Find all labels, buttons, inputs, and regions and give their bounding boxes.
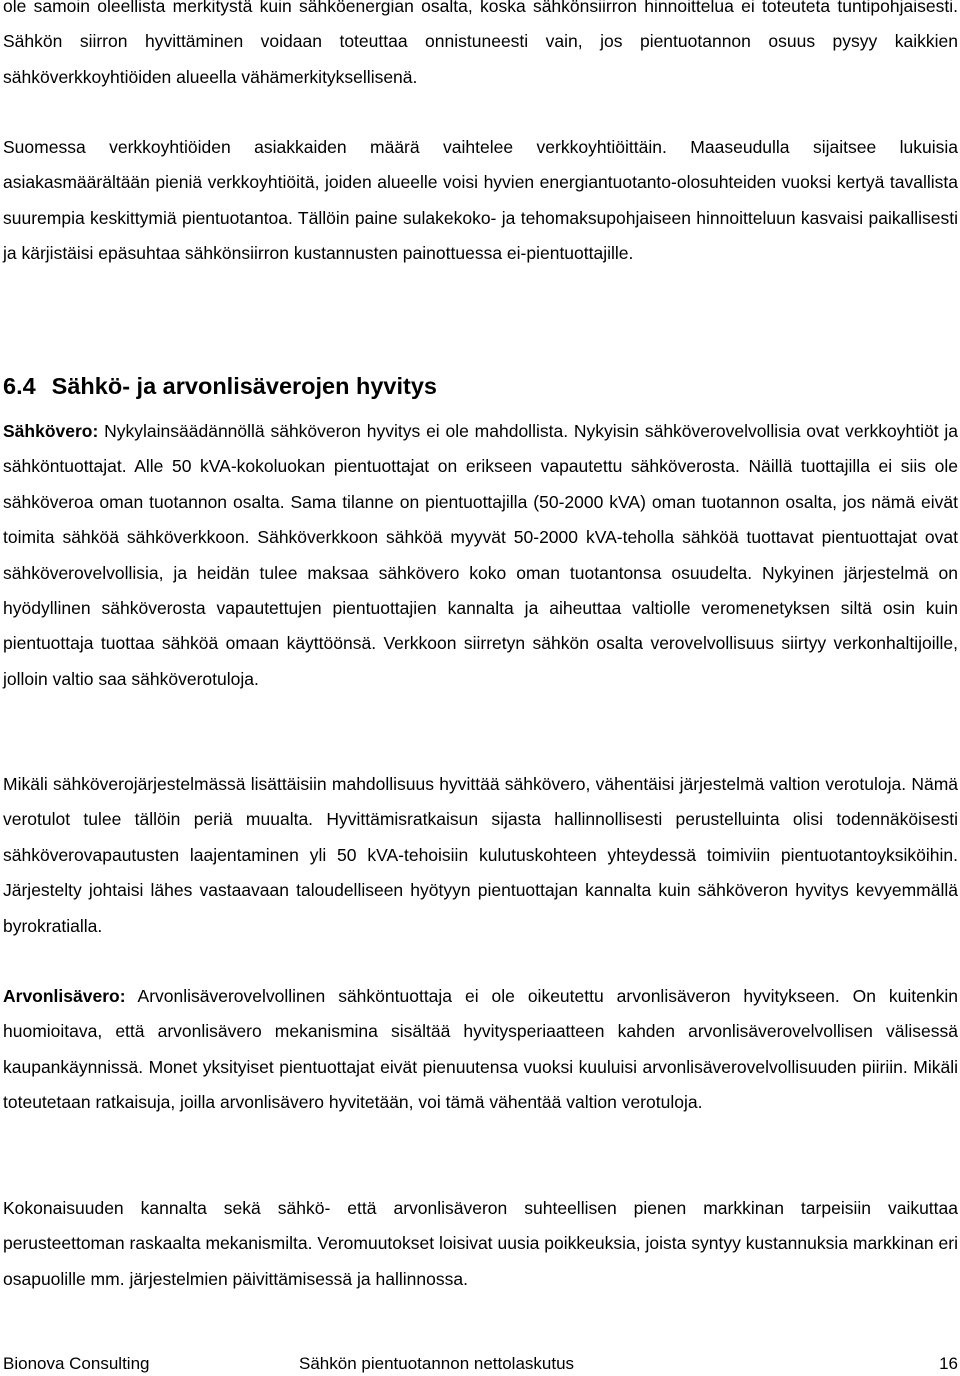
paragraph-conclusion [3, 1191, 958, 1297]
footer-document-title: Sähkön pientuotannon nettolaskutus [299, 1354, 575, 1373]
footer-page-number: 16 [939, 1354, 958, 1373]
paragraph-grid-pricing [3, 0, 958, 95]
paragraph-text: Nykylainsäädännöllä sähköveron hyvitys ei ole mahdollista. Nykyisin sähköverovelvollisia ovat verkkoyhtiöt ja sähköntuottajat. Alle 50 kVA-kokoluokan pientuottajat on erikseen vapautettu sähköverosta. Näillä tuottajilla ei siis ole sähköveroa oman tuotannon osalta. Sama tilanne on pientuottajilla (50-2000 kVA) oman tuotannon osalta, jos nämä eivät toimita sähköä sähköverkkoon. Sähköverkkoon sähköä myyvät 50-2000 kVA-teholla sähköä tuottavat pientuottajat ovat sähköverovelvollisia, ja heidän tulee maksaa sähkövero koko oman tuotantonsa osuudelta. Nykyinen järjestelmä on hyödyllinen sähköverosta vapautettujen pientuottajien kannalta ja aiheuttaa valtiolle veromenetyksen siltä osin kuin pientuottaja tuottaa sähköä omaan käyttöönsä. Verkkoon siirretyn sähkön osalta verovelvollisuus siirtyy verkonhaltijoille, jolloin valtio saa sähköverotuloja. [3, 421, 958, 689]
paragraph-lead-label: Arvonlisävero: [3, 986, 126, 1006]
paragraph-tax-refund-effect [3, 767, 958, 944]
paragraph-lead-label: Sähkövero: [3, 421, 99, 441]
footer-company: Bionova Consulting [3, 1354, 150, 1373]
paragraph-text: ole samoin oleellista merkitystä kuin sähköenergian osalta, koska sähkönsiirron hinnoittelua ei toteuteta tuntipohjaisesti. Sähkön siirron hyvittäminen voidaan toteuttaa onnistuneesti vain, jos pientuotannon osuus pysyy kaikkien sähköverkkoyhtiöiden alueella vähämerkityksellisenä. [3, 0, 958, 87]
section-number: 6.4 [3, 373, 36, 399]
section-title: Sähkö- ja arvonlisäverojen hyvitys [51, 373, 437, 399]
paragraph-text: Mikäli sähköverojärjestelmässä lisättäisiin mahdollisuus hyvittää sähkövero, vähentäisi järjestelmä valtion verotuloja. Nämä verotulot tulee tällöin periä muualta. Hyvittämisratkaisun sijasta hallinnollisesti perustelluinta olisi todennäköisesti sähköverovapautusten laajentaminen yli 50 kVA-tehoisiin kulutuskohteen yhteydessä toimiviin pientuotantoyksiköihin. Järjestelty johtaisi lähes vastaavaan taloudelliseen hyötyyn pientuottajan kannalta kuin sähköveron hyvitys kevyemmällä byrokratialla. [3, 774, 958, 936]
paragraph-text: Kokonaisuuden kannalta sekä sähkö- että arvonlisäveron suhteellisen pienen markkinan tarpeisiin vaikuttaa perusteettoman raskaalta mekanismilta. Veromuutokset loisivat uusia poikkeuksia, joista syntyy kustannuksia markkinan eri osapuolille mm. järjestelmien päivittämisessä ja hallinnossa. [3, 1198, 958, 1289]
page-footer [3, 1352, 958, 1376]
paragraph-text: Arvonlisäverovelvollinen sähköntuottaja ei ole oikeutettu arvonlisäveron hyvitykseen. On kuitenkin huomioitava, että arvonlisävero mekanismina sisältää hyvitysperiaatteen kahden arvonlisäverovelvollisen välisessä kaupankäynnissä. Monet yksityiset pientuottajat eivät pienuutensa vuoksi kuuluisi arvonlisäverovelvollisuuden piiriin. Mikäli toteutetaan ratkaisuja, joilla arvonlisävero hyvitetään, voi tämä vähentää valtion verotuloja. [3, 986, 958, 1113]
paragraph-network-customers [3, 130, 958, 272]
paragraph-electricity-tax [3, 414, 958, 697]
section-heading [3, 368, 437, 404]
paragraph-vat [3, 979, 958, 1121]
paragraph-text: Suomessa verkkoyhtiöiden asiakkaiden määrä vaihtelee verkkoyhtiöittäin. Maaseudulla sijaitsee lukuisia asiakasmäärältään pieniä verkkoyhtiöitä, joiden alueelle voisi hyvien energiantuotanto-olosuhteiden vuoksi kertyä tavallista suurempia keskittymiä pientuotantoa. Tällöin paine sulakekoko- ja tehomaksupohjaiseen hinnoitteluun kasvaisi paikallisesti ja kärjistäisi epäsuhtaa sähkönsiirron kustannusten painottuessa ei-pientuottajille. [3, 137, 958, 264]
